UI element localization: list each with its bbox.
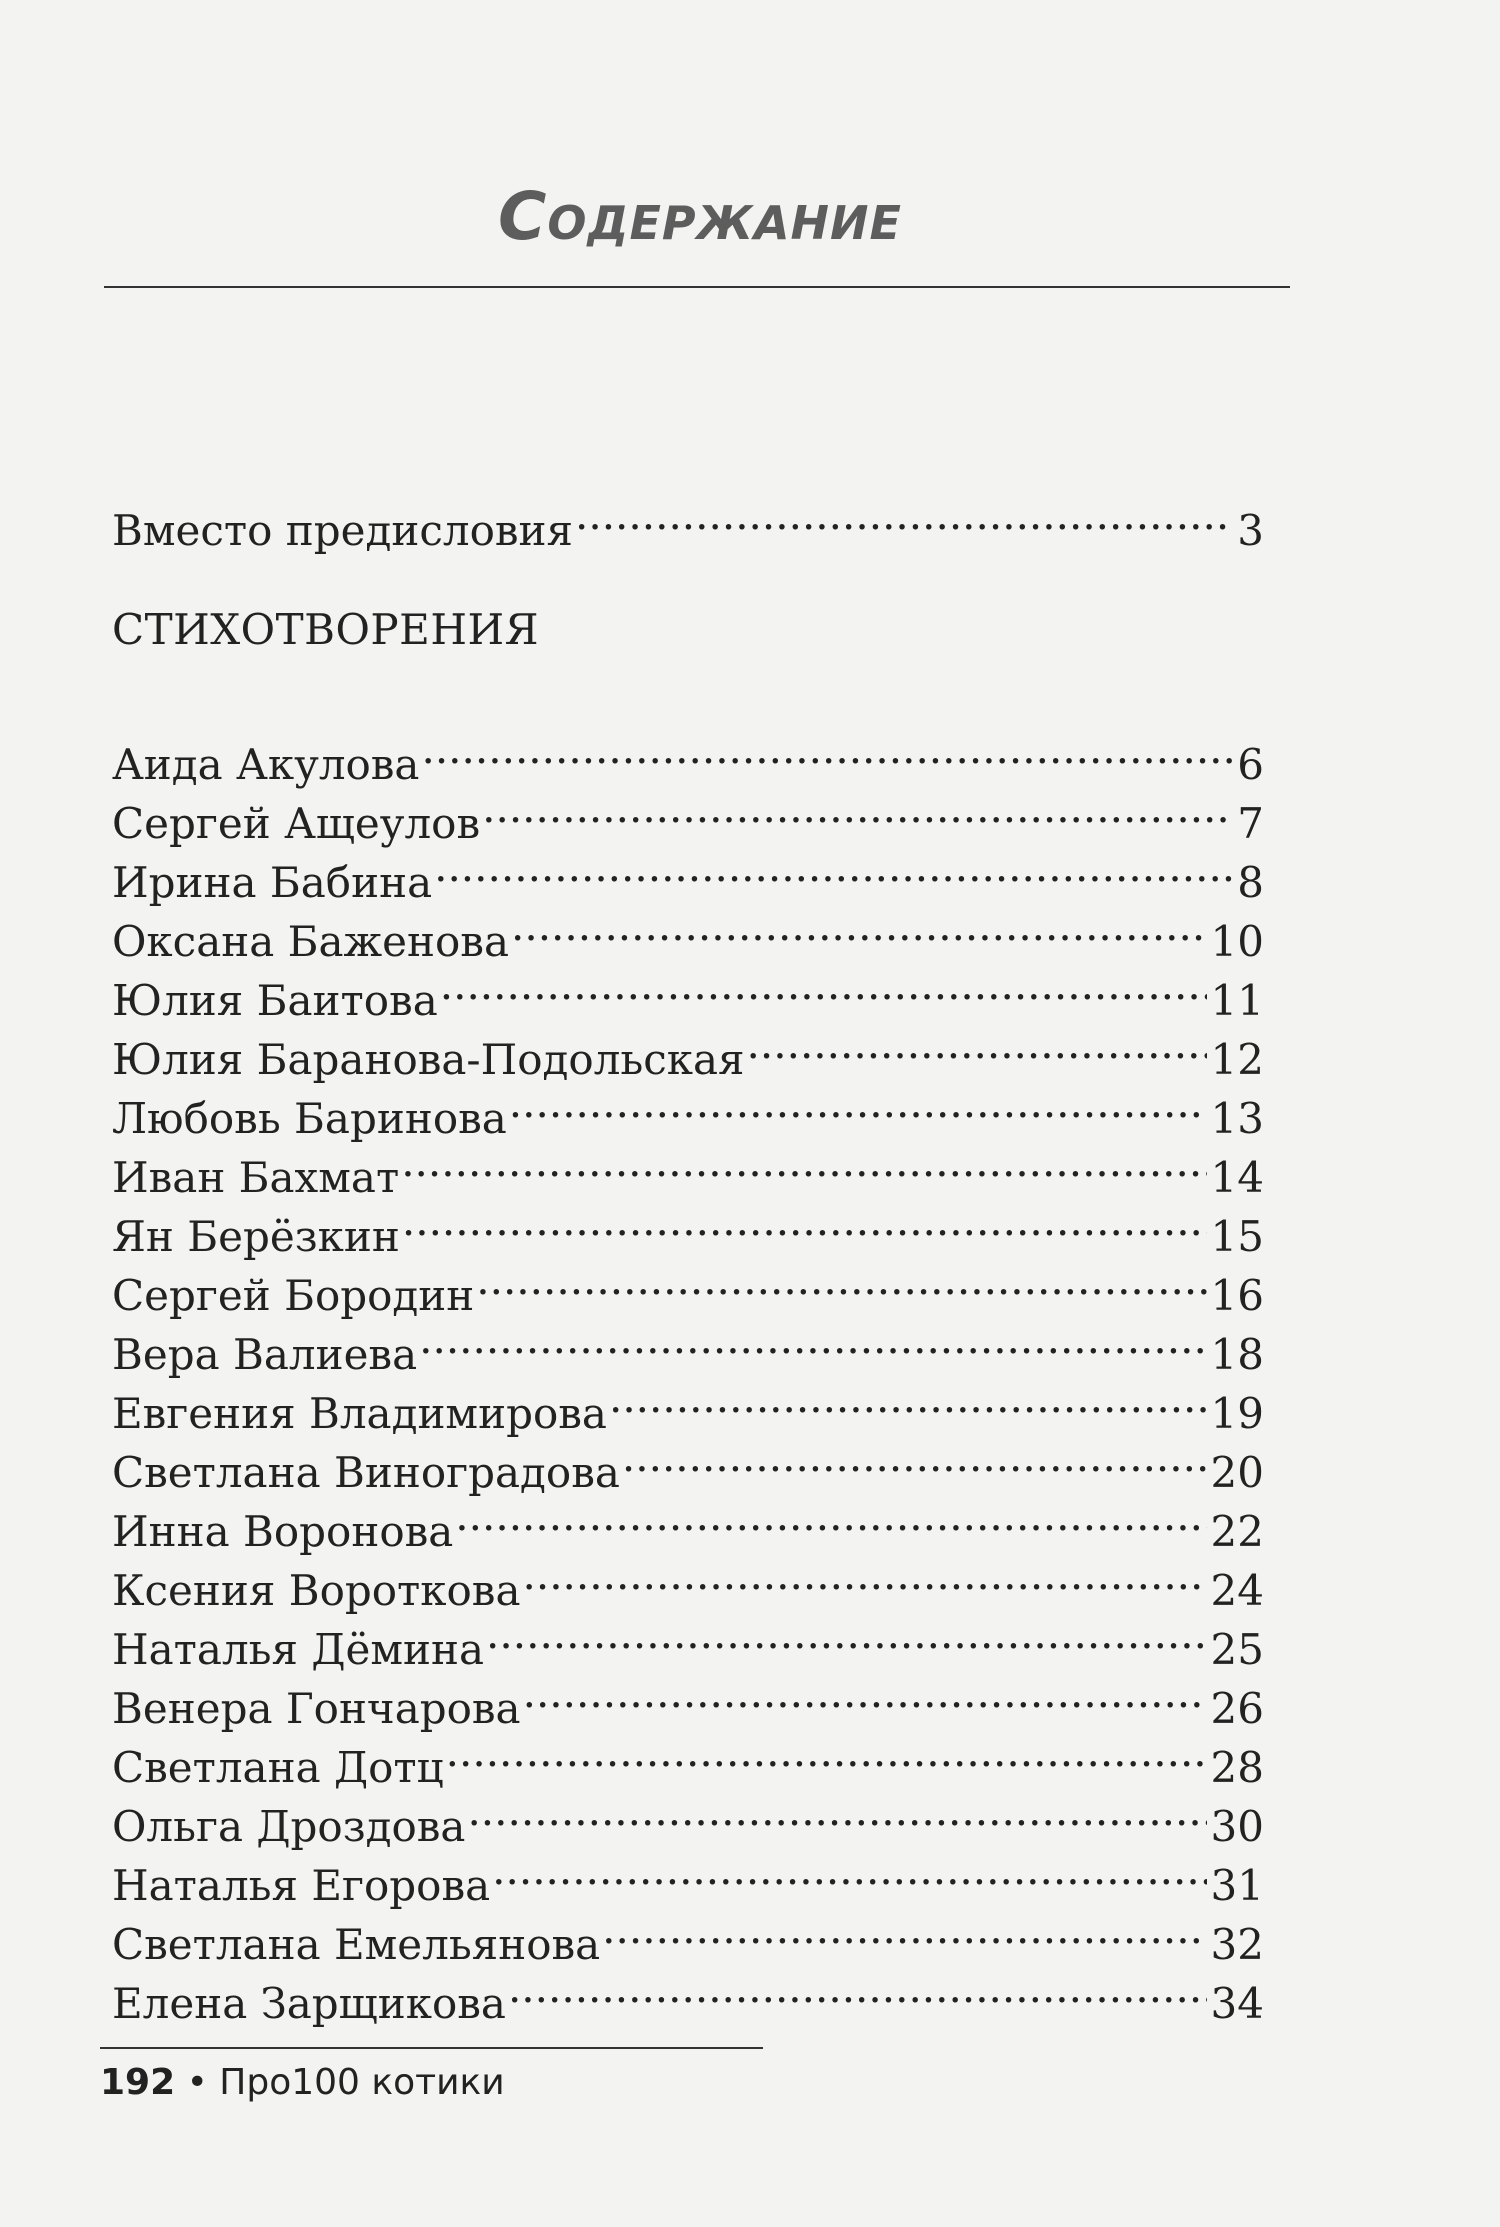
- toc-entry-name: Вера Валиева: [112, 1330, 418, 1379]
- toc-entry-page: 31: [1210, 1861, 1264, 1910]
- toc-entry-name: Аида Акулова: [112, 740, 420, 789]
- toc-leader-dots: [511, 896, 1207, 956]
- toc-leader-dots: [440, 955, 1207, 1015]
- toc-leader-dots: [467, 1781, 1206, 1841]
- toc-entry-page: 11: [1210, 976, 1264, 1025]
- toc-leader-dots: [482, 778, 1233, 838]
- toc-entry-page: 30: [1210, 1802, 1264, 1851]
- toc-entry: [112, 1427, 1264, 1497]
- toc-entry-page: 12: [1210, 1035, 1264, 1084]
- toc-entry: [112, 1073, 1264, 1143]
- toc-leader-dots: [575, 485, 1233, 545]
- toc-entry-page: 28: [1210, 1743, 1264, 1792]
- toc-entry-page: 32: [1210, 1920, 1264, 1969]
- toc-entry-page: 3: [1237, 506, 1264, 555]
- toc-entry-page: 34: [1210, 1979, 1264, 2028]
- toc-entry: [112, 1840, 1264, 1910]
- toc-leader-dots: [523, 1545, 1207, 1605]
- footer-divider: [100, 2047, 763, 2049]
- toc-entry-name: Ольга Дроздова: [112, 1802, 466, 1851]
- toc-leader-dots: [486, 1604, 1207, 1664]
- toc-entry-name: Евгения Владимирова: [112, 1389, 607, 1438]
- toc-entry-name: Ксения Вороткова: [112, 1566, 521, 1615]
- toc-leader-dots: [492, 1840, 1206, 1900]
- toc-entry: [112, 1014, 1264, 1084]
- page-title: Содержание: [498, 178, 902, 255]
- toc-entry-name: Светлана Виноградова: [112, 1448, 620, 1497]
- toc-entry-name: Сергей Ащеулов: [112, 799, 481, 848]
- toc-leader-dots: [419, 1309, 1206, 1369]
- toc-entry-page: 24: [1210, 1566, 1264, 1615]
- toc-leader-dots: [434, 837, 1233, 897]
- toc-entry: [112, 1486, 1264, 1556]
- toc-entry: [112, 955, 1264, 1025]
- toc-leader-dots: [523, 1663, 1207, 1723]
- toc-entry-name: Юлия Баитова: [112, 976, 438, 1025]
- toc-entry-page: 7: [1237, 799, 1264, 848]
- toc-leader-dots: [446, 1722, 1207, 1782]
- toc-entry-page: 19: [1210, 1389, 1264, 1438]
- toc-entry-name: Светлана Емельянова: [112, 1920, 601, 1969]
- toc-entry: [112, 1604, 1264, 1674]
- footer-separator: •: [186, 2062, 208, 2103]
- toc-entry: [112, 1368, 1264, 1438]
- toc-entry: [112, 837, 1264, 907]
- toc-leader-dots: [609, 1368, 1207, 1428]
- toc-entry: [112, 1250, 1264, 1320]
- page-footer: [100, 2058, 505, 2108]
- toc-entry-page: 26: [1210, 1684, 1264, 1733]
- toc-entry-name: Ирина Бабина: [112, 858, 433, 907]
- toc-entry-page: 10: [1210, 917, 1264, 966]
- toc-leader-dots: [508, 1958, 1207, 2018]
- toc-entry-name: Елена Зарщикова: [112, 1979, 506, 2028]
- footer-book-title: Про100 котики: [219, 2062, 505, 2103]
- toc-leader-dots: [421, 719, 1233, 779]
- toc-entry-name: Наталья Дёмина: [112, 1625, 485, 1674]
- toc-entry-name: Ян Берёзкин: [112, 1212, 400, 1261]
- footer-page-number: 192: [100, 2062, 176, 2103]
- toc-entry-name: Венера Гончарова: [112, 1684, 521, 1733]
- toc-entry-page: 14: [1210, 1153, 1264, 1202]
- title-divider: [104, 286, 1290, 288]
- toc-entry: [112, 1958, 1264, 2028]
- toc-entry-page: 22: [1210, 1507, 1264, 1556]
- toc-entry-page: 20: [1210, 1448, 1264, 1497]
- toc-leader-dots: [622, 1427, 1207, 1487]
- toc-entry-name: Оксана Баженова: [112, 917, 509, 966]
- toc-leader-dots: [602, 1899, 1206, 1959]
- toc-entry-name: Любовь Баринова: [112, 1094, 507, 1143]
- toc-entry-name: Иван Бахмат: [112, 1153, 400, 1202]
- toc-entry: [112, 778, 1264, 848]
- toc-entry-page: 25: [1210, 1625, 1264, 1674]
- toc-leader-dots: [476, 1250, 1206, 1310]
- toc-entry-name: Вместо предисловия: [112, 506, 573, 555]
- toc-leader-dots: [455, 1486, 1206, 1546]
- toc-entry-name: Сергей Бородин: [112, 1271, 475, 1320]
- section-heading: СТИХОТВОРЕНИЯ: [112, 605, 540, 654]
- toc-entry-name: Наталья Егорова: [112, 1861, 491, 1910]
- toc-entry: [112, 1781, 1264, 1851]
- toc-leader-dots: [747, 1014, 1207, 1074]
- toc-entry: [112, 1545, 1264, 1615]
- toc-entry-page: 6: [1237, 740, 1264, 789]
- toc-entry: [112, 719, 1264, 789]
- toc-entry-page: 13: [1210, 1094, 1264, 1143]
- toc-entry-page: 8: [1237, 858, 1264, 907]
- toc-entry-page: 18: [1210, 1330, 1264, 1379]
- toc-entry: [112, 896, 1264, 966]
- toc-entry: [112, 1899, 1264, 1969]
- toc-leader-dots: [509, 1073, 1207, 1133]
- toc-entry-page: 16: [1210, 1271, 1264, 1320]
- toc-entry-name: Светлана Дотц: [112, 1743, 444, 1792]
- toc-entry: [112, 1191, 1264, 1261]
- toc-entry: [112, 1722, 1264, 1792]
- toc-entry: [112, 1309, 1264, 1379]
- toc-leader-dots: [401, 1132, 1206, 1192]
- toc-entry-name: Инна Воронова: [112, 1507, 454, 1556]
- toc-entry: [112, 1663, 1264, 1733]
- toc-entry-name: Юлия Баранова-Подольская: [112, 1035, 745, 1084]
- toc-leader-dots: [402, 1191, 1207, 1251]
- toc-entry-page: 15: [1210, 1212, 1264, 1261]
- toc-entry: [112, 1132, 1264, 1202]
- toc-entry-preface: [112, 485, 1264, 555]
